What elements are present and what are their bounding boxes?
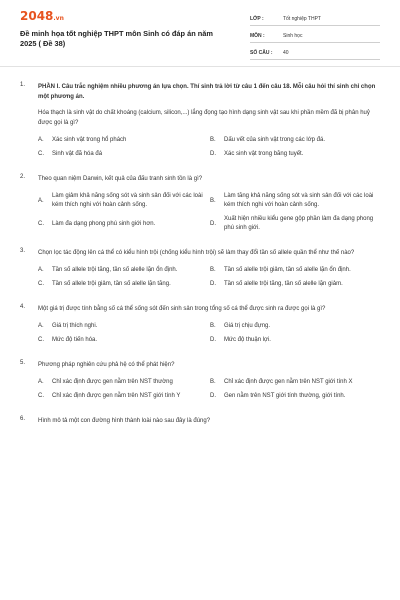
option-label: B. bbox=[210, 137, 216, 143]
question-number: 3. bbox=[20, 248, 26, 254]
answer-options bbox=[38, 258, 382, 294]
meta-value: Sinh học bbox=[283, 33, 303, 39]
answer-option[interactable] bbox=[38, 192, 210, 215]
question-1 bbox=[0, 72, 400, 164]
option-text: Mức độ tiến hóa. bbox=[52, 337, 98, 343]
answer-options bbox=[38, 184, 382, 238]
question-6 bbox=[0, 406, 400, 426]
logo-suffix: .vn bbox=[53, 15, 64, 22]
meta-row-class bbox=[250, 13, 380, 26]
answer-option[interactable] bbox=[210, 336, 382, 350]
question-number: 1. bbox=[20, 82, 26, 88]
option-label: C. bbox=[38, 281, 44, 287]
option-text: Chỉ xác định được gen nằm trên NST thường bbox=[52, 379, 173, 385]
question-number: 5. bbox=[20, 360, 26, 366]
question-number: 6. bbox=[20, 416, 26, 422]
option-label: B. bbox=[210, 197, 216, 204]
question-number: 4. bbox=[20, 304, 26, 310]
site-logo[interactable] bbox=[20, 9, 64, 23]
document-meta bbox=[250, 13, 380, 64]
meta-label: SỐ CÂU : bbox=[250, 50, 273, 56]
answer-option[interactable] bbox=[210, 280, 382, 294]
answer-option[interactable] bbox=[210, 136, 382, 150]
answer-options bbox=[38, 314, 382, 350]
question-text: Phương pháp nghiên cứu phả hệ có thể phát hiện? bbox=[38, 362, 175, 368]
option-label: C. bbox=[38, 151, 44, 157]
meta-value: Tốt nghiệp THPT bbox=[283, 16, 321, 22]
document-title: Đề minh họa tốt nghiệp THPT môn Sinh có đáp án năm 2025 ( Đề 38) bbox=[20, 29, 213, 48]
option-label: D. bbox=[210, 151, 216, 157]
option-text: Giá trị thích nghi. bbox=[52, 323, 98, 329]
answer-options bbox=[38, 128, 382, 164]
answer-option[interactable] bbox=[38, 336, 210, 350]
question-text: Một giá trị được tính bằng số cá thể sống sót đến sinh sản trong tổng số cá thể được sinh ra được gọi là gì? bbox=[38, 306, 326, 312]
option-text: Làm tăng khả năng sống sót và sinh sản đối với các loài kém thích nghi với hoàn cảnh sống. bbox=[224, 193, 374, 208]
question-3 bbox=[0, 238, 400, 294]
answer-option[interactable] bbox=[210, 378, 382, 392]
option-label: C. bbox=[38, 220, 44, 227]
option-text: Chỉ xác định được gen nằm trên NST giới tính Y bbox=[52, 393, 181, 399]
question-text: PHẦN I. Câu trắc nghiệm nhiều phương án lựa chọn. Thí sinh trả lời từ câu 1 đến câu 18. Mỗi câu hỏi thí sinh chỉ chọn một phương án. bbox=[38, 84, 376, 100]
option-text: Xuất hiện nhiều kiểu gene gộp phần làm đa dạng phong phú sinh giới. bbox=[224, 216, 374, 231]
question-text: Hình mô tả một con đường hình thành loài nào sau đây là đúng? bbox=[38, 418, 211, 424]
answer-option[interactable] bbox=[38, 266, 210, 280]
answer-option[interactable] bbox=[38, 378, 210, 392]
answer-options bbox=[38, 370, 382, 406]
answer-option[interactable] bbox=[38, 280, 210, 294]
logo-main: 2048 bbox=[20, 9, 54, 23]
option-label: D. bbox=[210, 337, 216, 343]
option-label: B. bbox=[210, 267, 216, 273]
option-label: B. bbox=[210, 379, 216, 385]
option-text: Xác sinh vật trong băng tuyết. bbox=[224, 151, 304, 157]
question-number: 2. bbox=[20, 174, 26, 180]
meta-row-subject bbox=[250, 30, 380, 43]
option-text: Mức độ thuận lợi. bbox=[224, 337, 271, 343]
option-text: Tần số allele trội giảm, tần số alelle lặn tăng. bbox=[52, 281, 171, 287]
answer-option[interactable] bbox=[210, 392, 382, 406]
document-header bbox=[0, 0, 400, 66]
option-text: Dấu vết của sinh vật trong các lớp đá. bbox=[224, 137, 325, 143]
option-label: C. bbox=[38, 337, 44, 343]
option-label: D. bbox=[210, 393, 216, 399]
option-text: Giá trị chịu đựng. bbox=[224, 323, 271, 329]
question-text: Theo quan niệm Darwin, kết quả của đấu tranh sinh tồn là gì? bbox=[38, 176, 203, 182]
meta-row-count bbox=[250, 47, 380, 60]
question-list bbox=[0, 72, 400, 426]
answer-option[interactable] bbox=[210, 150, 382, 164]
answer-option[interactable] bbox=[210, 215, 382, 238]
answer-option[interactable] bbox=[38, 322, 210, 336]
option-label: D. bbox=[210, 281, 216, 287]
option-text: Sinh vật đã hóa đá bbox=[52, 151, 103, 157]
meta-value: 40 bbox=[283, 50, 289, 56]
answer-option[interactable] bbox=[210, 322, 382, 336]
option-text: Tần số allele trội tăng, tần số alelle lặn ổn định. bbox=[52, 267, 178, 273]
option-text: Làm giảm khả năng sống sót và sinh sản đối với các loài kém thích nghi với hoàn cảnh sống. bbox=[52, 193, 203, 208]
question-4 bbox=[0, 294, 400, 350]
option-label: A. bbox=[38, 379, 44, 385]
question-5 bbox=[0, 350, 400, 406]
option-text: Làm đa dạng phong phú sinh giới hơn. bbox=[52, 220, 156, 227]
answer-option[interactable] bbox=[38, 215, 210, 238]
answer-option[interactable] bbox=[210, 192, 382, 215]
question-2 bbox=[0, 164, 400, 238]
option-label: A. bbox=[38, 137, 44, 143]
answer-option[interactable] bbox=[38, 150, 210, 164]
option-label: A. bbox=[38, 197, 44, 204]
meta-label: MÔN : bbox=[250, 33, 265, 39]
question-text: Chọn lọc tác động lên cá thể có kiểu hình trội (chống kiểu hình trội) sẽ làm thay đổi tần số allele quần thể như thế nào? bbox=[38, 250, 355, 256]
option-label: A. bbox=[38, 323, 44, 329]
option-label: A. bbox=[38, 267, 44, 273]
option-text: Chỉ xác định được gen nằm trên NST giới tính X bbox=[224, 379, 353, 385]
answer-option[interactable] bbox=[38, 136, 210, 150]
question-subtext: Hóa thạch là sinh vật do chất khoáng (calcium, silicon,...) lắng đọng tạo hình dạng sinh vật sau khi phần mềm đã bị phân huỷ được gọi là gì? bbox=[38, 110, 370, 126]
meta-label: LỚP : bbox=[250, 16, 264, 22]
answer-option[interactable] bbox=[38, 392, 210, 406]
option-label: C. bbox=[38, 393, 44, 399]
option-text: Xác sinh vật trong hổ phách bbox=[52, 137, 127, 143]
header-divider bbox=[0, 66, 400, 67]
option-text: Gen nằm trên NST giới tính thường, giới tính. bbox=[224, 393, 346, 399]
option-label: D. bbox=[210, 220, 216, 227]
option-text: Tần số alelle trội giảm, tần số alelle lặn ổn định. bbox=[224, 267, 351, 273]
option-label: B. bbox=[210, 323, 216, 329]
option-text: Tần số alelle trội tăng, tần số alelle lặn giảm. bbox=[224, 281, 343, 287]
answer-option[interactable] bbox=[210, 266, 382, 280]
